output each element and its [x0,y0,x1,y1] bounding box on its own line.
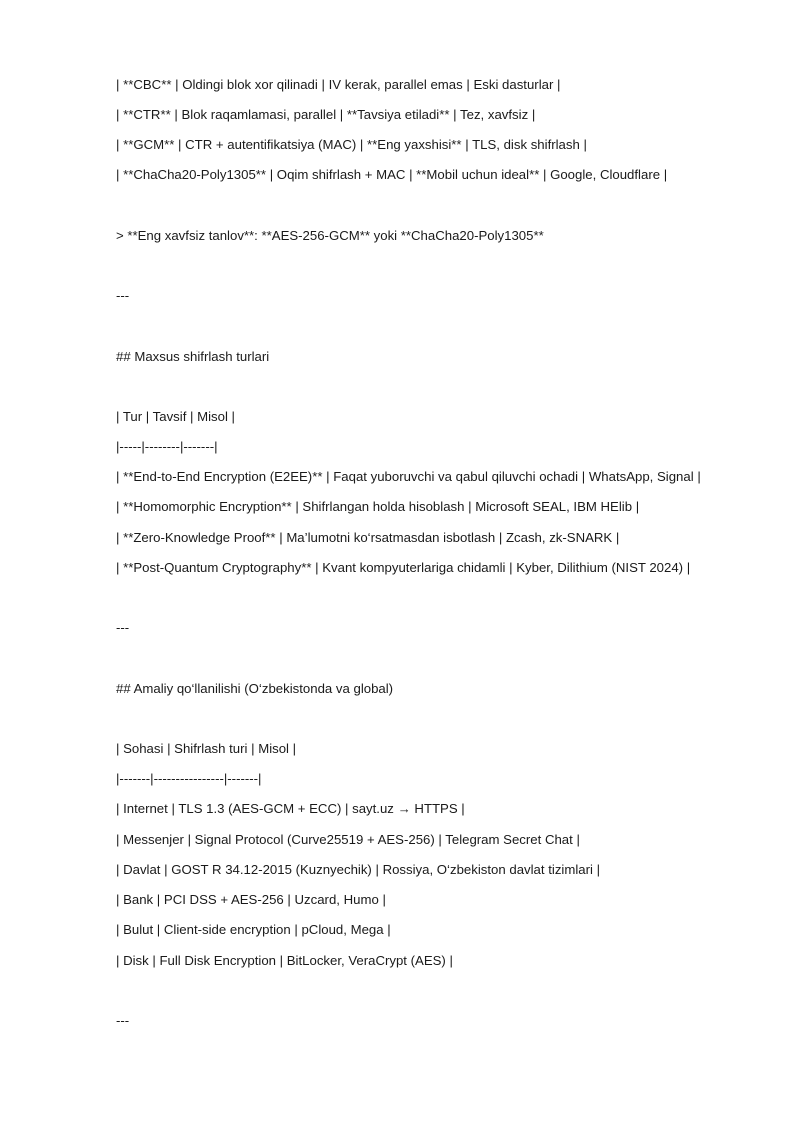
horizontal-rule: --- [116,1013,130,1028]
horizontal-rule: --- [116,288,130,303]
cipher-mode-row-gcm: | **GCM** | CTR + autentifikatsiya (MAC) | **Eng yaxshisi** | TLS, disk shifrlash | [116,137,587,152]
practical-table-row-internet: | Internet | TLS 1.3 (AES-GCM + ECC) | sayt.uz → HTTPS | [116,801,465,816]
special-table-row-homomorphic: | **Homomorphic Encryption** | Shifrlangan holda hisoblash | Microsoft SEAL, IBM HElib | [116,499,640,514]
practical-table-row-government: | Davlat | GOST R 34.12-2015 (Kuznyechik) | Rossiya, O‘zbekiston davlat tizimlari | [116,862,600,877]
special-table-header: | Tur | Tavsif | Misol | [116,409,235,424]
special-table-row-zkp: | **Zero-Knowledge Proof** | Ma’lumotni ko‘rsatmasdan isbotlash | Zcash, zk-SNARK | [116,530,620,545]
practical-table-row-cloud: | Bulut | Client-side encryption | pCloud, Mega | [116,922,391,937]
special-table-row-e2ee: | **End-to-End Encryption (E2EE)** | Faqat yuboruvchi va qabul qiluvchi ochadi | WhatsApp, Signal | [116,469,701,484]
special-table-row-post-quantum: | **Post-Quantum Cryptography** | Kvant kompyuterlariga chidamli | Kyber, Dilithium (NIST 2024) | [116,560,691,575]
practical-table-separator: |-------|----------------|-------| [116,771,262,786]
practical-table-row-messenger: | Messenjer | Signal Protocol (Curve25519 + AES-256) | Telegram Secret Chat | [116,832,580,847]
section-heading-practical-use: ## Amaliy qo‘llanilishi (O‘zbekistonda va global) [116,681,394,696]
cipher-mode-row-ctr: | **CTR** | Blok raqamlamasi, parallel | **Tavsiya etiladi** | Tez, xavfsiz | [116,107,536,122]
horizontal-rule: --- [116,620,130,635]
recommendation-quote: > **Eng xavfsiz tanlov**: **AES-256-GCM** yoki **ChaCha20-Poly1305** [116,228,544,243]
practical-table-header: | Sohasi | Shifrlash turi | Misol | [116,741,297,756]
cipher-mode-row-cbc: | **CBC** | Oldingi blok xor qilinadi | IV kerak, parallel emas | Eski dasturlar | [116,77,561,92]
practical-table-row-bank: | Bank | PCI DSS + AES-256 | Uzcard, Humo | [116,892,386,907]
practical-table-row-disk: | Disk | Full Disk Encryption | BitLocker, VeraCrypt (AES) | [116,953,453,968]
special-table-separator: |-----|--------|-------| [116,439,218,454]
cipher-mode-row-chacha20: | **ChaCha20-Poly1305** | Oqim shifrlash + MAC | **Mobil uchun ideal** | Google, Cloudflare | [116,167,668,182]
section-heading-special-encryption: ## Maxsus shifrlash turlari [116,349,270,364]
